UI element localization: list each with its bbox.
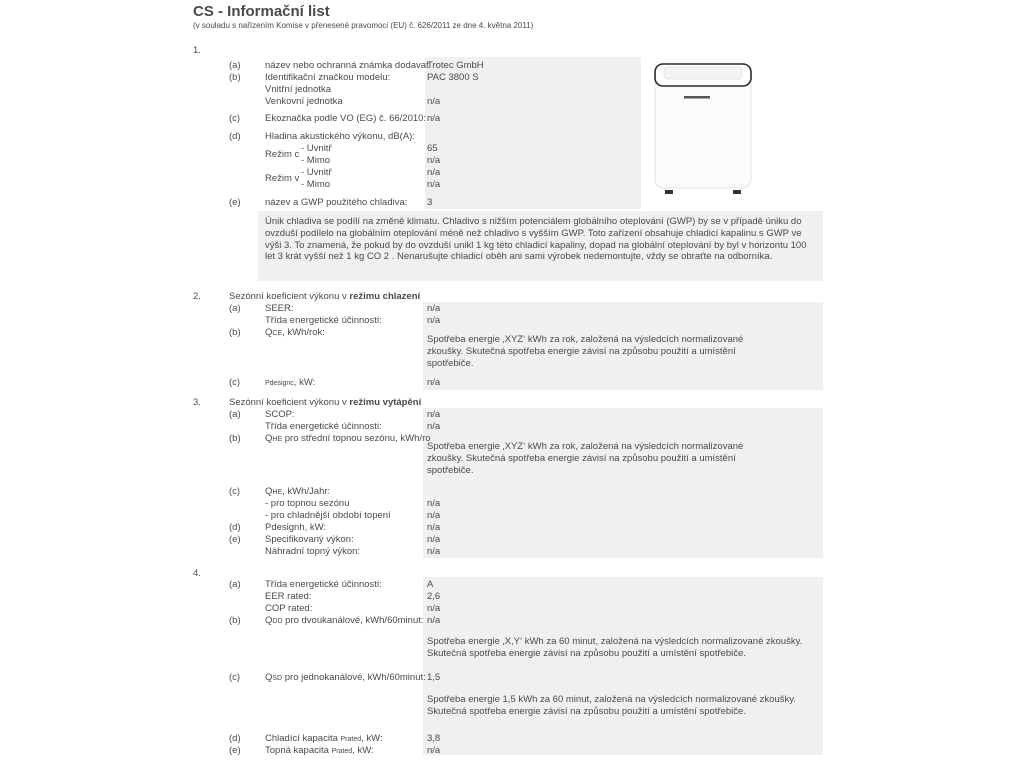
- efficiency-class-label: Třída energetické účinnosti:: [265, 579, 382, 590]
- mode-c-outside-value: n/a: [427, 155, 441, 166]
- qsd-label: QSD pro jednokanálové, kWh/60minut:: [265, 672, 426, 683]
- section3-b-letter: (b): [229, 433, 241, 444]
- heating-class-label: Třída energetické účinnosti:: [265, 421, 382, 432]
- mode-c-inside-value: 65: [427, 143, 438, 154]
- qhe-average-note: Spotřeba energie ‚XYZ‘ kWh za rok, založená na výsledcích normalizované zkoušky. Skutečná spotřeba energie závisí na způsobu použití a umístění spotřebiče.: [427, 441, 744, 476]
- mode-v-outside-value: n/a: [427, 179, 441, 190]
- section3-c-letter: (c): [229, 486, 241, 497]
- model-label: Identifikační značkou modelu:: [265, 72, 391, 83]
- cooling-capacity-value: 3,8: [427, 733, 441, 744]
- section4-c-letter: (c): [229, 672, 241, 683]
- cooling-class-label: Třída energetické účinnosti:: [265, 315, 382, 326]
- pdesignh-value: n/a: [427, 522, 441, 533]
- qce-note: Spotřeba energie ‚XYZ‘ kWh za rok, založená na výsledcích normalizované zkoušky. Skutečná spotřeba energie závisí na způsobu použití a umístění spotřebiče.: [427, 334, 744, 369]
- indoor-unit-label: Vnitřní jednotka: [265, 84, 332, 95]
- heating-season-label: - pro topnou sezónu: [265, 498, 350, 509]
- section3-heading-text: Sezónní koeficient výkonu v: [229, 397, 350, 408]
- qsd-note: Spotřeba energie 1,5 kWh za 60 minut, založená na výsledcích normalizované zkoušky. Skutečná spotřeba energie závisí na způsobu použití a umístění spotřebiče.: [427, 694, 796, 717]
- mode-c-outside-label: - Mimo: [301, 155, 331, 166]
- colder-season-value: n/a: [427, 510, 441, 521]
- cooling-class-value: n/a: [427, 315, 441, 326]
- heating-season-value: n/a: [427, 498, 441, 509]
- product-image: [650, 58, 756, 196]
- section4-b-letter: (b): [229, 615, 241, 626]
- seer-label: SEER:: [265, 303, 294, 314]
- backup-heating-value: n/a: [427, 546, 441, 557]
- specified-output-value: n/a: [427, 534, 441, 545]
- section3-d-letter: (d): [229, 522, 241, 533]
- section4-values-panel: [423, 577, 823, 755]
- outdoor-unit-label: Venkovní jednotka: [265, 96, 343, 107]
- mode-v-label: Režim v: [265, 173, 300, 184]
- section1-a-letter: (a): [229, 60, 241, 71]
- sound-power-label: Hladina akustického výkonu, dB(A):: [265, 131, 415, 142]
- heating-class-value: n/a: [427, 421, 441, 432]
- qdd-note: Spotřeba energie ‚X,Y‘ kWh za 60 minut, založená na výsledcích normalizované zkoušky. Skutečná spotřeba energie závisí na způsobu použití a umístění spotřebiče.: [427, 636, 803, 659]
- section4-e-letter: (e): [229, 745, 241, 756]
- section4-number: 4.: [193, 568, 201, 579]
- section2-b-letter: (b): [229, 327, 241, 338]
- section1-number: 1.: [193, 45, 201, 56]
- pdesignh-label: Pdesignh, kW:: [265, 522, 327, 533]
- section1-d-letter: (d): [229, 131, 241, 142]
- qce-label: QCE, kWh/rok:: [265, 327, 325, 338]
- section2-a-letter: (a): [229, 303, 241, 314]
- cooling-capacity-label: Chladící kapacita Prated, kW:: [265, 733, 383, 744]
- efficiency-class-value: A: [427, 579, 434, 590]
- qdd-label: QDD pro dvoukanálové, kWh/60minut:: [265, 615, 424, 626]
- ecolabel-label: Ekoznačka podle VO (EG) č. 66/2010:: [265, 113, 427, 124]
- eer-rated-value: 2,6: [427, 591, 441, 602]
- page-subtitle: (v souladu s nařízením Komise v přenesené pravomoci (EU) č. 626/2011 ze dne 4. května 2011): [193, 21, 534, 30]
- seer-value: n/a: [427, 303, 441, 314]
- refrigerant-gwp-value: 3: [427, 197, 433, 208]
- cop-rated-value: n/a: [427, 603, 441, 614]
- section3-e-letter: (e): [229, 534, 241, 545]
- section2-heading-text: Sezónní koeficient výkonu v: [229, 291, 350, 302]
- section1-c-letter: (c): [229, 113, 241, 124]
- heating-capacity-value: n/a: [427, 745, 441, 756]
- heating-capacity-label: Topná kapacita Prated, kW:: [265, 745, 374, 756]
- qdd-value: n/a: [427, 615, 441, 626]
- scop-label: SCOP:: [265, 409, 295, 420]
- supplier-label: název nebo ochranná známka dodavat: [265, 60, 429, 71]
- section3-number: 3.: [193, 397, 201, 408]
- section2-c-letter: (c): [229, 377, 241, 388]
- section3-heading-bold: režimu vytápění: [349, 397, 422, 408]
- pdesignc-value: n/a: [427, 377, 441, 388]
- pdesignc-label: Pdesignc, kW:: [265, 377, 316, 388]
- section3-a-letter: (a): [229, 409, 241, 420]
- qhe-average-label: QHE pro střední topnou sezónu, kWh/ro: [265, 433, 431, 444]
- mode-v-inside-value: n/a: [427, 167, 441, 178]
- mode-v-inside-label: - Uvnitř: [301, 167, 332, 178]
- model-value: PAC 3800 S: [427, 72, 479, 83]
- mode-v-outside-label: - Mimo: [301, 179, 331, 190]
- section2-heading-bold: režimu chlazení: [349, 291, 421, 302]
- ecolabel-value: n/a: [427, 113, 441, 124]
- colder-season-label: - pro chladnější období topení: [265, 510, 391, 521]
- section4-a-letter: (a): [229, 579, 241, 590]
- refrigerant-note: Únik chladiva se podílí na změně klimatu. Chladivo s nižším potenciálem globálního oteplování (GWP) by se v případě úniku do ovzduší podílelo na globálním oteplování méně než chladivo s vyšším GWP. Toto zařízení obsahuje chladicí kapalinu s GWP ve výši 3. To znamená, že pokud by do ovzduší unikl 1 kg této chladicí kapaliny, dopad na globální oteplování by byl v horizontu 100 let 3 krát vyšší než 1 kg CO 2 . Nenarušujte chladicí oběh ani sami výrobek nedemontujte, vždy se obraťte na odborníka.: [265, 216, 807, 263]
- section3-values-panel: [423, 408, 823, 558]
- section1-e-letter: (e): [229, 197, 241, 208]
- page-title: CS - Informační list: [193, 3, 330, 20]
- section3-heading: [229, 397, 421, 408]
- qsd-value: 1,5: [427, 672, 441, 683]
- section2-heading: [229, 291, 420, 302]
- air-conditioner-icon: [650, 58, 756, 196]
- mode-c-inside-label: - Uvnitř: [301, 143, 332, 154]
- qhe-label: QHE, kWh/Jahr:: [265, 486, 331, 497]
- section2-number: 2.: [193, 291, 201, 302]
- specified-output-label: Specifikovaný výkon:: [265, 534, 354, 545]
- refrigerant-gwp-label: název a GWP použitého chladiva:: [265, 197, 408, 208]
- eer-rated-label: EER rated:: [265, 591, 312, 602]
- scop-value: n/a: [427, 409, 441, 420]
- mode-c-label: Režim c: [265, 149, 300, 160]
- supplier-value: Trotec GmbH: [427, 60, 484, 71]
- section4-d-letter: (d): [229, 733, 241, 744]
- backup-heating-label: Náhradní topný výkon:: [265, 546, 361, 557]
- outdoor-unit-value: n/a: [427, 96, 441, 107]
- section1-b-letter: (b): [229, 72, 241, 83]
- cop-rated-label: COP rated:: [265, 603, 313, 614]
